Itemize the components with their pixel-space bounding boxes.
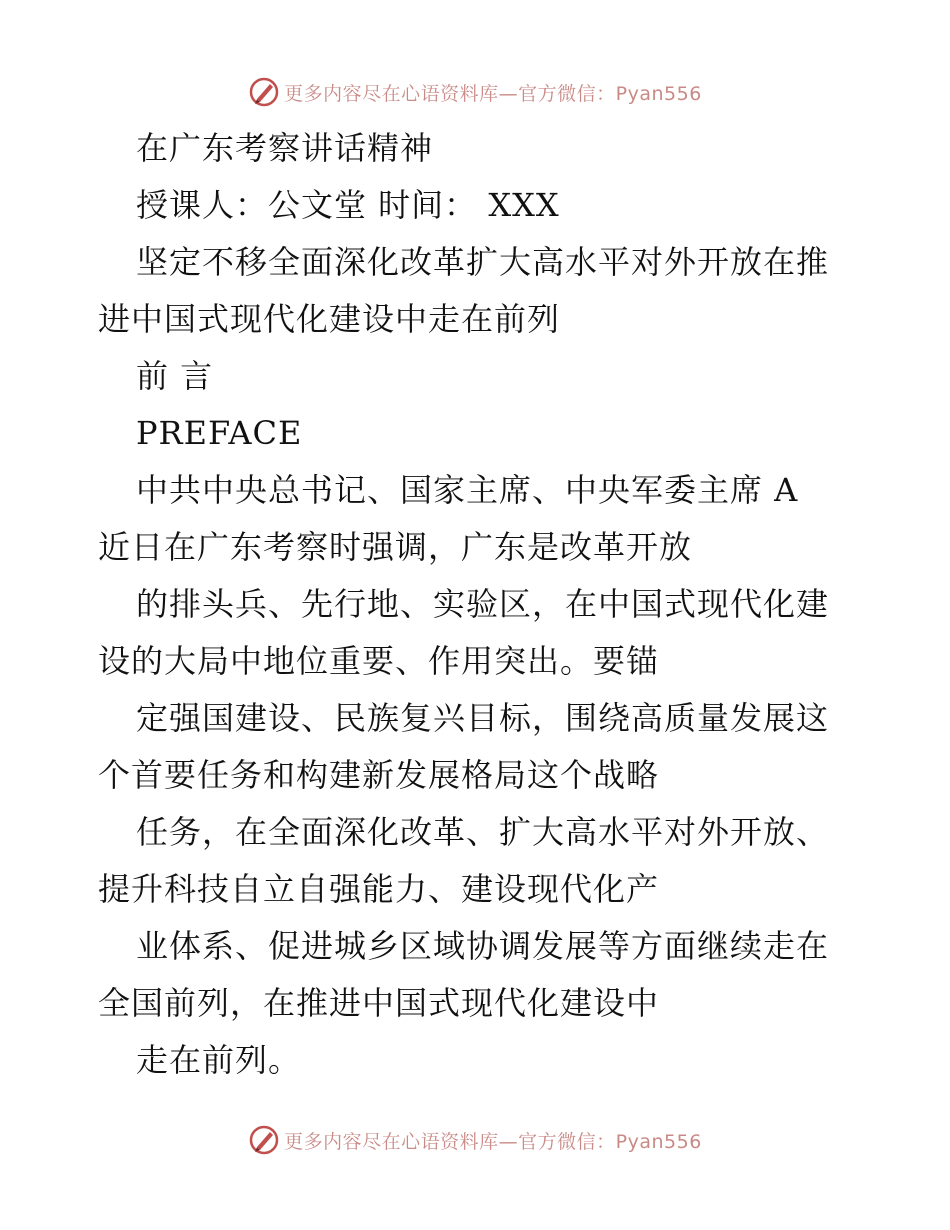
body-line: 设的大局中地位重要、作用突出。要锚 (98, 642, 660, 680)
preface-heading-en: PREFACE (136, 414, 303, 452)
headline-line-1: 坚定不移全面深化改革扩大高水平对外开放在推 (136, 243, 830, 281)
body-line: 的排头兵、先行地、实验区，在中国式现代化建 (136, 585, 830, 623)
document-meta: 授课人：公文堂 时间： XXX (136, 186, 560, 224)
body-line: 走在前列。 (136, 1041, 302, 1079)
pen-logo-icon (248, 1124, 280, 1156)
body-line: 个首要任务和构建新发展格局这个战略 (98, 756, 660, 794)
body-line: 近日在广东考察时强调，广东是改革开放 (98, 528, 693, 566)
watermark-text: 更多内容尽在心语资料库—官方微信：Pyan556 (284, 82, 702, 105)
body-line: 任务，在全面深化改革、扩大高水平对外开放、 (136, 813, 830, 851)
header-watermark (0, 72, 950, 112)
body-line: 业体系、促进城乡区域协调发展等方面继续走在 (136, 927, 830, 965)
document-title: 在广东考察讲话精神 (136, 129, 434, 167)
body-line: 全国前列，在推进中国式现代化建设中 (98, 984, 660, 1022)
preface-heading-cn: 前 言 (136, 357, 214, 395)
body-line: 提升科技自立自强能力、建设现代化产 (98, 870, 660, 908)
body-line: 中共中央总书记、国家主席、中央军委主席 A (136, 471, 799, 509)
body-line: 定强国建设、民族复兴目标，围绕高质量发展这 (136, 699, 830, 737)
watermark-text: 更多内容尽在心语资料库—官方微信：Pyan556 (284, 1130, 702, 1153)
footer-watermark (0, 1120, 950, 1160)
headline-line-2: 进中国式现代化建设中走在前列 (98, 300, 561, 338)
document-body (98, 120, 858, 1089)
pen-logo-icon (248, 76, 280, 108)
